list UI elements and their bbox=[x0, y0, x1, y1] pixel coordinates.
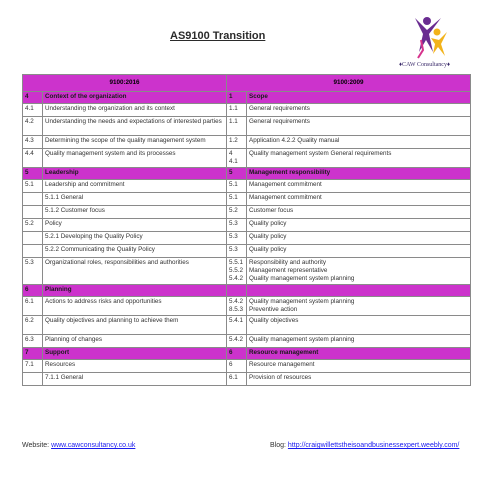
left-clause-number: 5.1 bbox=[23, 180, 43, 193]
blog-link[interactable]: http://craigwillettstheisoandbusinessexpert.weebly.com/ bbox=[287, 442, 460, 449]
left-clause-title: Context of the organization bbox=[43, 92, 227, 104]
right-clause-title: Quality management system planning Preventive action bbox=[247, 297, 471, 316]
left-clause-number: 6.1 bbox=[23, 297, 43, 316]
left-clause-number: 6.2 bbox=[23, 316, 43, 335]
left-clause-title: Organizational roles, responsibilities and authorities bbox=[43, 258, 227, 285]
left-clause-title: Support bbox=[43, 348, 227, 360]
right-clause-number: 6 bbox=[227, 348, 247, 360]
left-clause-number bbox=[23, 232, 43, 245]
website-footer bbox=[22, 442, 135, 449]
right-clause-number: 5.4.2 bbox=[227, 335, 247, 348]
right-clause-title: Quality policy bbox=[247, 232, 471, 245]
right-clause-title: Management commitment bbox=[247, 193, 471, 206]
right-clause-title: Quality management system General requirements bbox=[247, 149, 471, 168]
table-row bbox=[23, 206, 471, 219]
right-clause-title: Management responsibility bbox=[247, 168, 471, 180]
right-clause-number: 6.1 bbox=[227, 373, 247, 386]
table-row bbox=[23, 335, 471, 348]
left-clause-number: 4.1 bbox=[23, 104, 43, 117]
left-clause-number bbox=[23, 193, 43, 206]
right-clause-number: 5.1 bbox=[227, 193, 247, 206]
left-clause-title: Determining the scope of the quality management system bbox=[43, 136, 227, 149]
website-link[interactable]: www.cawconsultancy.co.uk bbox=[51, 442, 136, 449]
table-row bbox=[23, 258, 471, 285]
right-clause-title: Provision of resources bbox=[247, 373, 471, 386]
left-clause-title: Quality objectives and planning to achieve them bbox=[43, 316, 227, 335]
right-clause-title: Quality management system planning bbox=[247, 335, 471, 348]
left-clause-title: Policy bbox=[43, 219, 227, 232]
table-row bbox=[23, 193, 471, 206]
left-clause-title: Understanding the organization and its context bbox=[43, 104, 227, 117]
right-clause-title: General requirements bbox=[247, 104, 471, 117]
section-row bbox=[23, 348, 471, 360]
right-clause-number: 5.3 bbox=[227, 245, 247, 258]
right-clause-title bbox=[247, 285, 471, 297]
right-clause-title: Application 4.2.2 Quality manual bbox=[247, 136, 471, 149]
section-row bbox=[23, 285, 471, 297]
right-clause-number: 4 4.1 bbox=[227, 149, 247, 168]
right-clause-number: 5.3 bbox=[227, 219, 247, 232]
table-row bbox=[23, 373, 471, 386]
left-clause-number: 6.3 bbox=[23, 335, 43, 348]
table-row bbox=[23, 360, 471, 373]
left-clause-number: 7.1 bbox=[23, 360, 43, 373]
left-clause-number: 4.3 bbox=[23, 136, 43, 149]
table-row bbox=[23, 245, 471, 258]
left-clause-title: Understanding the needs and expectations of interested parties bbox=[43, 117, 227, 136]
right-clause-number: 1 bbox=[227, 92, 247, 104]
table-row bbox=[23, 104, 471, 117]
right-clause-title: General requirements bbox=[247, 117, 471, 136]
right-clause-number: 1.2 bbox=[227, 136, 247, 149]
right-clause-number: 5 bbox=[227, 168, 247, 180]
right-clause-number: 5.4.1 bbox=[227, 316, 247, 335]
right-clause-title: Resource management bbox=[247, 348, 471, 360]
page-title: AS9100 Transition bbox=[170, 30, 266, 42]
transition-table bbox=[22, 74, 471, 386]
right-clause-title: Responsibility and authority Management representative Quality management system planning bbox=[247, 258, 471, 285]
website-label: Website: bbox=[22, 442, 50, 449]
blog-label: Blog: bbox=[270, 442, 286, 449]
left-clause-number: 5 bbox=[23, 168, 43, 180]
right-clause-title: Quality objectives bbox=[247, 316, 471, 335]
left-clause-title: Planning of changes bbox=[43, 335, 227, 348]
table-row bbox=[23, 136, 471, 149]
table-row bbox=[23, 316, 471, 335]
left-clause-number bbox=[23, 245, 43, 258]
table-row bbox=[23, 219, 471, 232]
left-clause-title: 5.1.2 Customer focus bbox=[43, 206, 227, 219]
left-clause-number bbox=[23, 206, 43, 219]
logo-text: ♦CAW Consultancy♦ bbox=[399, 62, 451, 68]
header-9100-2016: 9100:2016 bbox=[23, 75, 227, 92]
table-row bbox=[23, 180, 471, 193]
left-clause-title: Planning bbox=[43, 285, 227, 297]
left-clause-number: 4.2 bbox=[23, 117, 43, 136]
left-clause-title: 5.2.2 Communicating the Quality Policy bbox=[43, 245, 227, 258]
left-clause-title: 7.1.1 General bbox=[43, 373, 227, 386]
left-clause-number: 5.2 bbox=[23, 219, 43, 232]
left-clause-number bbox=[23, 373, 43, 386]
table-row bbox=[23, 297, 471, 316]
right-clause-number: 5.2 bbox=[227, 206, 247, 219]
left-clause-title: Leadership and commitment bbox=[43, 180, 227, 193]
right-clause-number: 1.1 bbox=[227, 104, 247, 117]
left-clause-number: 6 bbox=[23, 285, 43, 297]
left-clause-number: 4 bbox=[23, 92, 43, 104]
left-clause-title: Actions to address risks and opportunities bbox=[43, 297, 227, 316]
right-clause-title: Management commitment bbox=[247, 180, 471, 193]
right-clause-number: 6 bbox=[227, 360, 247, 373]
header-9100-2009: 9100:2009 bbox=[227, 75, 471, 92]
left-clause-number: 4.4 bbox=[23, 149, 43, 168]
right-clause-title: Customer focus bbox=[247, 206, 471, 219]
right-clause-title: Quality policy bbox=[247, 219, 471, 232]
section-row bbox=[23, 92, 471, 104]
left-clause-title: Leadership bbox=[43, 168, 227, 180]
right-clause-number: 5.3 bbox=[227, 232, 247, 245]
table-row bbox=[23, 149, 471, 168]
right-clause-number: 1.1 bbox=[227, 117, 247, 136]
table-row bbox=[23, 117, 471, 136]
right-clause-number bbox=[227, 285, 247, 297]
table-row bbox=[23, 232, 471, 245]
left-clause-title: 5.1.1 General bbox=[43, 193, 227, 206]
right-clause-number: 5.1 bbox=[227, 180, 247, 193]
right-clause-number: 5.4.2 8.5.3 bbox=[227, 297, 247, 316]
section-row bbox=[23, 168, 471, 180]
right-clause-title: Quality policy bbox=[247, 245, 471, 258]
right-clause-number: 5.5.1 5.5.2 5.4.2 bbox=[227, 258, 247, 285]
left-clause-title: 5.2.1 Developing the Quality Policy bbox=[43, 232, 227, 245]
left-clause-number: 7 bbox=[23, 348, 43, 360]
left-clause-title: Resources bbox=[43, 360, 227, 373]
left-clause-number: 5.3 bbox=[23, 258, 43, 285]
right-clause-title: Scope bbox=[247, 92, 471, 104]
blog-footer bbox=[270, 442, 459, 449]
right-clause-title: Resource management bbox=[247, 360, 471, 373]
left-clause-title: Quality management system and its processes bbox=[43, 149, 227, 168]
